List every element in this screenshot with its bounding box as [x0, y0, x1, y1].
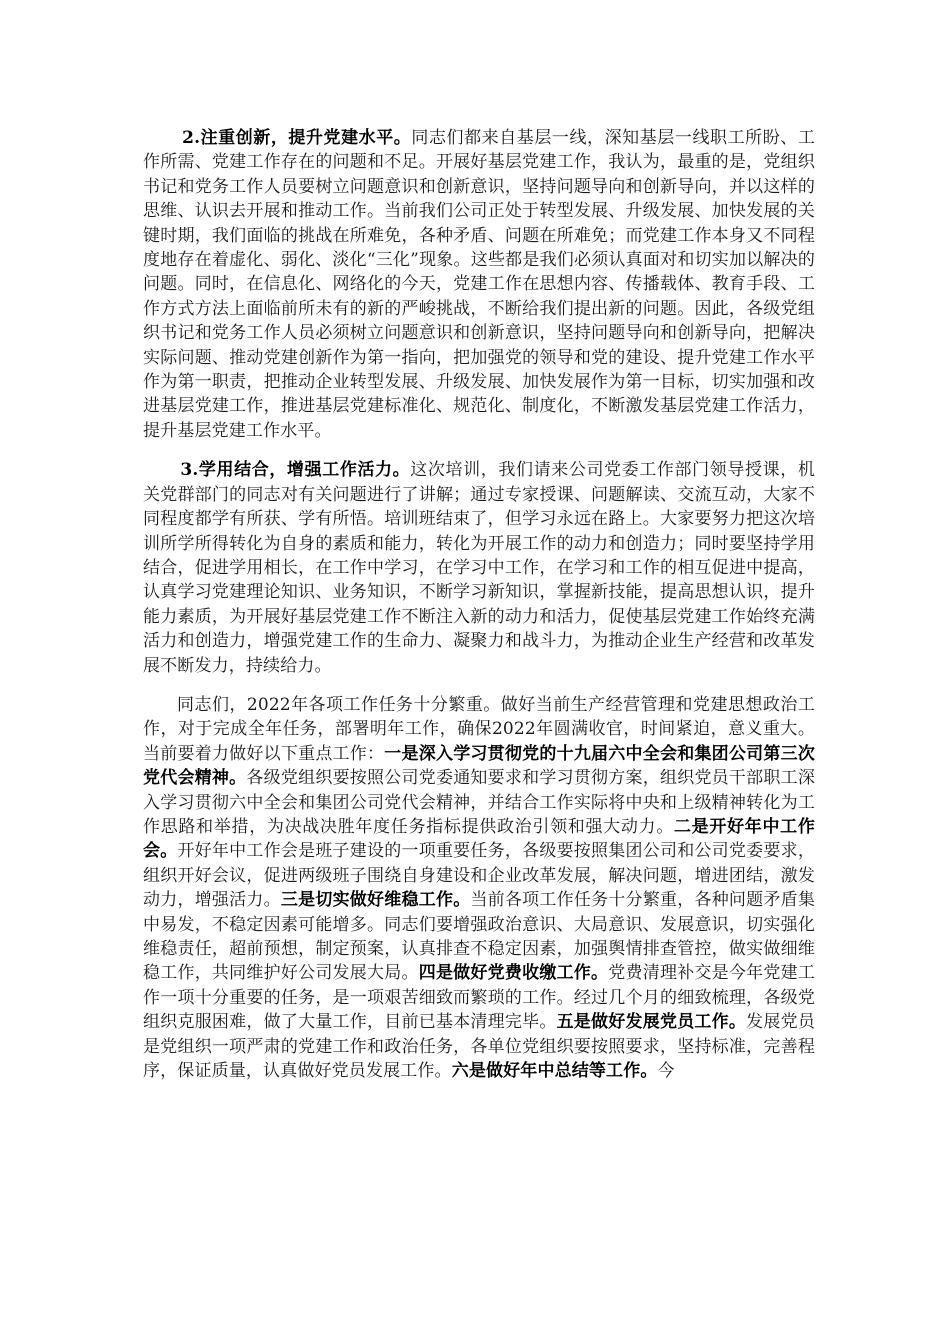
closing-text: 当前各项工作任务十分繁重，各种问题矛盾集中易发，不稳定因素可能增多。同志们要增强政治意识、大局意识、发展意识，切实强化维稳责任，超前预想，制定预案，认真排查不稳定因素，加强舆情排查管控，做实做细维稳工作，共同维护好公司发展大局。: [143, 890, 816, 984]
task-heading-1: 一是深入学习贯彻党的十九届六中全会和集团公司第三次党代会精神。: [143, 743, 815, 789]
closing-text: 同志们，2022年各项工作任务十分繁重。做好当前生产经营管理和党建思想政治工作，对于完成全年任务，部署明年工作，确保2022年圆满收官，时间紧迫，意义重大。当前要着力做好以下重点工作：: [143, 694, 815, 764]
task-heading-3: 三是切实做好维稳工作。: [280, 890, 471, 911]
paragraph-body: 同志们都来自基层一线，深知基层一线职工所盼、工作所需、党建工作存在的问题和不足。开展好基层党建工作，我认为，最重的是，党组织书记和党务工作人员要树立问题意识和创新意识，坚持问题导向和创新导向，并以这样的思维、认识去开展和推动工作。当前我们公司正处于转型发展、升级发展、加快发展的关键时期，我们面临的挑战在所难免，各种矛盾、问题在所难免；而党建工作本身又不同程度地存在着虚化、弱化、淡化“三化”现象。这些都是我们必须认真面对和切实加以解决的问题。同时，在信息化、网络化的今天，党建工作在思想内容、传播载体、教育手段、工作方式方法上面临前所未有的新的严峻挑战，不断给我们提出新的问题。因此，各级党组织书记和党务工作人员必须树立问题意识和创新意识，坚持问题导向和创新导向，把解决实际问题、推动党建创新作为第一指向，把加强党的领导和党的建设、提升党建工作水平作为第一职责，把推动企业转型发展、升级发展、加快发展作为第一目标，切实加强和改进基层党建工作，推进基层党建标准化、规范化、制度化，不断激发基层党建工作活力，提升基层党建工作水平。: [143, 128, 815, 441]
paragraph-heading: 3.学用结合，增强工作活力。: [180, 460, 411, 481]
closing-text: 开好年中工作会是班子建设的一项重要任务，各级要按照集团公司和公司党委要求，组织开好会议，促进两级班子围绕自身建设和企业改革发展，解决问题，增进团结，激发动力，增强活力。: [143, 841, 815, 911]
paragraph-innovation: [143, 126, 815, 443]
closing-text: 发展党员是党组织一项严肃的党建工作和政治任务，各单位党组织要按照要求，坚持标准，完善程序，保证质量，认真做好党员发展工作。: [143, 1012, 815, 1082]
paragraph-heading: 2.注重创新，提升党建水平。: [182, 128, 412, 148]
task-heading-6: 六是做好年中总结等工作。: [451, 1061, 658, 1082]
closing-text: 各级党组织要按照公司党委通知要求和学习贯彻方案，组织党员干部职工深入学习贯彻六中全会和集团公司党代会精神，并结合工作实际将中央和上级精神转化为工作思路和举措，为决战决胜年度任务指标提供政治引领和强大动力。: [143, 768, 815, 837]
task-heading-4: 四是做好党费收缴工作。: [418, 963, 609, 984]
paragraph-body: 这次培训，我们请来公司党委工作部门领导授课，机关党群部门的同志对有关问题进行了讲解；通过专家授课、问题解读、交流互动，大家不同程度都学有所获、学有所悟。培训班结束了，但学习永远在路上。大家要努力把这次培训所学所得转化为自身的素质和能力，转化为开展工作的动力和创造力；同时要坚持学用结合，促进学用相长，在工作中学习，在学习中工作，在学习和工作的相互促进中提高，认真学习党建理论知识、业务知识，不断学习新知识，掌握新技能，提高思想认识，提升能力素质，为开展好基层党建工作不断注入新的动力和活力，促使基层党建工作始终充满活力和创造力，增强党建工作的生命力、凝聚力和战斗力，为推动企业生产经营和改革发展不断发力，持续给力。: [143, 460, 815, 676]
document-page: [143, 126, 815, 1098]
task-heading-2: 二是开好年中工作会。: [143, 816, 816, 862]
paragraph-key-tasks: [143, 693, 815, 1084]
closing-text: 党费清理补交是今年党建工作一项十分重要的任务，是一项艰苦细致而繁琐的工作。经过几个月的细致梳理，各级党组织克服困难，做了大量工作，目前已基本清理完毕。: [143, 963, 815, 1033]
closing-text: 今: [657, 1061, 675, 1082]
paragraph-study-application: [143, 458, 815, 678]
task-heading-5: 五是做好发展党员工作。: [556, 1012, 747, 1033]
